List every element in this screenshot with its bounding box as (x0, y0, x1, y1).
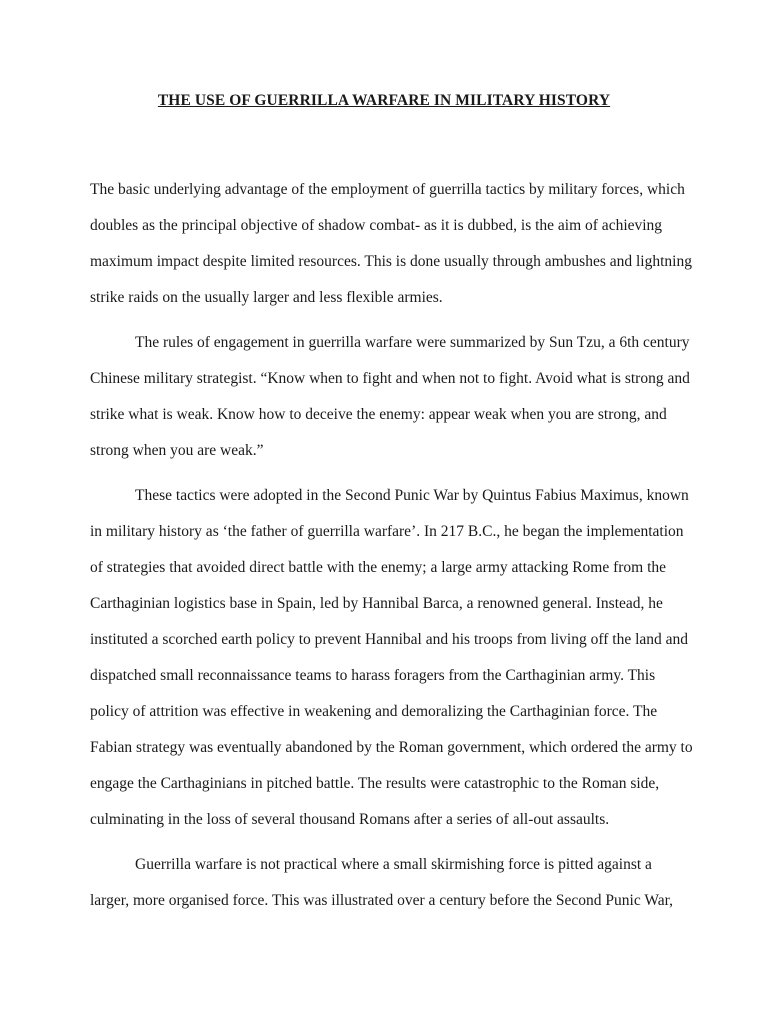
text-line: culminating in the loss of several thousand Romans after a series of all-out assaults. (90, 811, 610, 828)
paragraph (90, 172, 690, 316)
text-line: dispatched small reconnaissance teams to harass foragers from the Carthaginian army. This (90, 667, 656, 684)
paragraph (90, 847, 690, 919)
paragraph (90, 325, 690, 469)
document-body (90, 172, 693, 919)
text-line: Fabian strategy was eventually abandoned by the Roman government, which ordered the army to (90, 739, 693, 756)
paragraph-gap (90, 838, 690, 847)
text-line: strike raids on the usually larger and less flexible armies. (90, 289, 443, 306)
paragraph (90, 478, 693, 838)
text-line: in military history as ‘the father of guerrilla warfare’. In 217 B.C., he began the implementation (90, 523, 684, 540)
text-line: Chinese military strategist. “Know when to fight and when not to fight. Avoid what is strong and (90, 370, 690, 387)
text-line: The basic underlying advantage of the employment of guerrilla tactics by military forces, which (90, 181, 685, 198)
text-line: strong when you are weak.” (90, 442, 264, 459)
text-line: These tactics were adopted in the Second Punic War by Quintus Fabius Maximus, known (135, 487, 689, 504)
text-line: engage the Carthaginians in pitched battle. The results were catastrophic to the Roman side, (90, 775, 660, 792)
text-line: policy of attrition was effective in weakening and demoralizing the Carthaginian force. The (90, 703, 658, 720)
text-line: doubles as the principal objective of shadow combat- as it is dubbed, is the aim of achieving (90, 217, 663, 234)
text-line: maximum impact despite limited resources. This is done usually through ambushes and lightning (90, 253, 692, 270)
text-line: instituted a scorched earth policy to prevent Hannibal and his troops from living off the land and (90, 631, 689, 648)
paragraph-gap (90, 316, 690, 325)
text-line: larger, more organised force. This was illustrated over a century before the Second Punic War, (90, 892, 674, 909)
text-line: strike what is weak. Know how to deceive the enemy: appear weak when you are strong, and (90, 406, 667, 423)
text-line: of strategies that avoided direct battle with the enemy; a large army attacking Rome from the (90, 559, 667, 576)
document-title: THE USE OF GUERRILLA WARFARE IN MILITARY HISTORY (157, 92, 611, 109)
text-line: Guerrilla warfare is not practical where a small skirmishing force is pitted against a (135, 856, 652, 873)
text-line: The rules of engagement in guerrilla warfare were summarized by Sun Tzu, a 6th century (135, 334, 690, 351)
paragraph-gap (90, 469, 690, 478)
text-line: Carthaginian logistics base in Spain, led by Hannibal Barca, a renowned general. Instead, he (90, 595, 663, 612)
